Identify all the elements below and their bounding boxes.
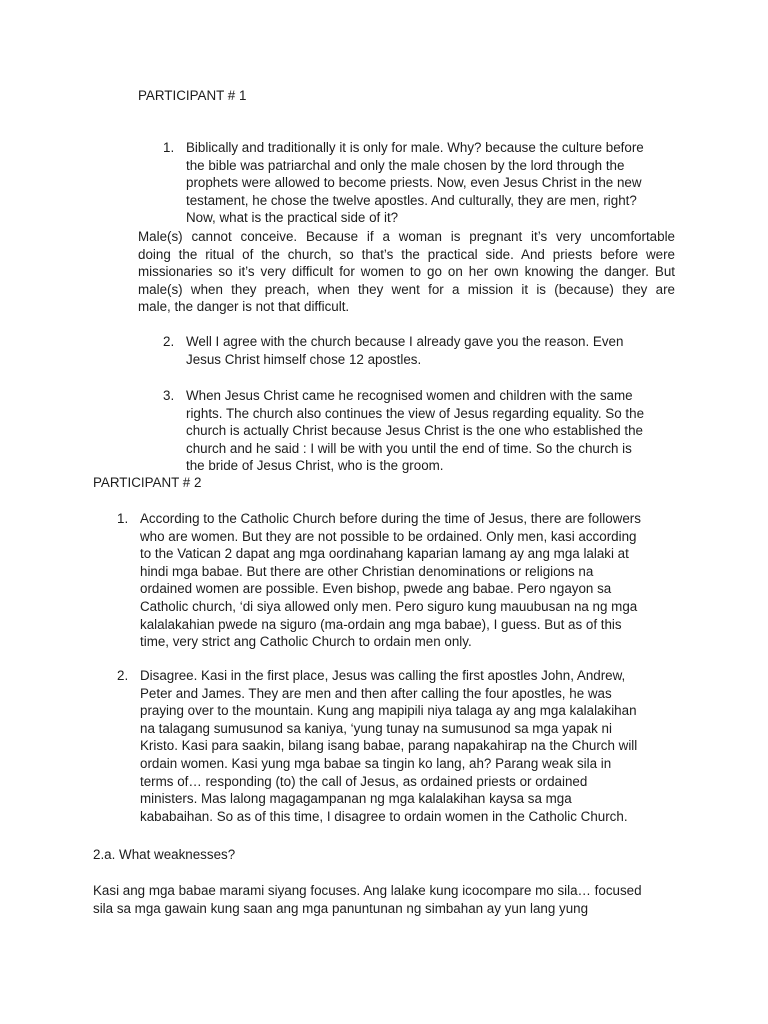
text-line: Well I agree with the church because I already gave you the reason. Even — [186, 334, 624, 349]
text-line: who are women. But they are not possible to be ordained. Only men, kasi according — [140, 528, 637, 544]
p2-item-2-number: 2. — [117, 668, 129, 683]
text-line: According to the Catholic Church before during the time of Jesus, there are followers — [140, 511, 641, 526]
text-line: Peter and James. They are men and then after calling the four apostles, he was — [140, 685, 612, 701]
text-line: Catholic church, ‘di siya allowed only men. Pero siguro kung mauubusan na ng mga — [140, 598, 638, 614]
p2-item-1-number: 1. — [117, 511, 129, 526]
text-line: doing the ritual of the church, so that’s the practical side. And priests before were — [138, 246, 675, 262]
text-line: na talagang sumusunod sa kaniya, ‘yung tunay na sumusunod sa mga yapak ni — [140, 720, 612, 736]
p2-item-2-text — [140, 667, 700, 825]
text-line: sila sa mga gawain kung saan ang mga panuntunan ng simbahan ay yun lang yung — [93, 900, 589, 916]
text-line: the bible was patriarchal and only the male chosen by the lord through the — [186, 157, 625, 173]
p2-answer-paragraph — [93, 882, 693, 917]
text-line: Male(s) cannot conceive. Because if a woman is pregnant it’s very uncomfortable — [138, 229, 675, 244]
text-line: male(s) when they preach, when they went for a mission it is (because) they are — [138, 281, 675, 297]
participant-1-heading: PARTICIPANT # 1 — [138, 88, 247, 103]
text-line: the bride of Jesus Christ, who is the groom. — [186, 458, 444, 474]
participant-2-heading: PARTICIPANT # 2 — [93, 475, 202, 490]
text-line: Now, what is the practical side of it? — [186, 210, 399, 226]
p2-item-1-text — [140, 510, 700, 651]
text-line: time, very strict ang Catholic Church to ordain men only. — [140, 634, 472, 650]
p1-item-3-number: 3. — [163, 388, 175, 403]
text-line: Kristo. Kasi para saakin, bilang isang babae, parang napakahirap na the Church will — [140, 738, 638, 754]
text-line: church and he said : I will be with you until the end of time. So the church is — [186, 440, 632, 456]
text-line: praying over to the mountain. Kung ang mapipili niya talaga ay ang mga kalalakihan — [140, 703, 637, 719]
text-line: to the Vatican 2 dapat ang mga oordinahang kaparian lamang ay ang mga lalaki at — [140, 546, 629, 562]
text-line: prophets were allowed to become priests. Now, even Jesus Christ in the new — [186, 175, 642, 191]
p1-item-3-text — [186, 387, 700, 475]
p1-item-2-number: 2. — [163, 334, 175, 349]
text-line: hindi mga babae. But there are other Christian denominations or religions na — [140, 563, 594, 579]
text-line: ministers. Mas lalong magagampanan ng mga kalalakihan kaysa sa mga — [140, 791, 572, 807]
text-line: Biblically and traditionally it is only for male. Why? because the culture before — [186, 140, 644, 155]
text-line: kababaihan. So as of this time, I disagree to ordain women in the Catholic Church. — [140, 808, 628, 824]
text-line: church is actually Christ because Jesus Christ is the one who established the — [186, 423, 644, 439]
p1-item-1-number: 1. — [163, 140, 175, 155]
text-line: missionaries so it’s very difficult for women to go on her own knowing the danger. But — [138, 264, 675, 280]
text-line: terms of… responding (to) the call of Jesus, as ordained priests or ordained — [140, 773, 588, 789]
text-line: Disagree. Kasi in the first place, Jesus was calling the first apostles John, Andrew, — [140, 668, 626, 683]
text-line: kalalakahian pwede na siguro (ma-ordain ang mga babae), I guess. But as of this — [140, 616, 622, 632]
text-line: ordain women. Kasi yung mga babae sa tingin ko lang, ah? Parang weak sila in — [140, 755, 612, 771]
text-line: testament, he chose the twelve apostles. And culturally, they are men, right? — [186, 192, 637, 208]
p2-subquestion: 2.a. What weaknesses? — [93, 847, 236, 862]
text-line: When Jesus Christ came he recognised women and children with the same — [186, 388, 633, 403]
text-line: rights. The church also continues the view of Jesus regarding equality. So the — [186, 405, 645, 421]
p1-item-2-text — [186, 333, 666, 368]
text-line: ordained women are possible. Even bishop, pwede ang babae. Pero ngayon sa — [140, 581, 612, 597]
text-line: Kasi ang mga babae marami siyang focuses. Ang lalake kung icocompare mo sila… focused — [93, 883, 642, 898]
text-line: male, the danger is not that difficult. — [138, 299, 350, 315]
p1-item-1-text — [186, 139, 700, 227]
text-line: Jesus Christ himself chose 12 apostles. — [186, 351, 422, 367]
p1-answer-paragraph — [138, 228, 675, 316]
